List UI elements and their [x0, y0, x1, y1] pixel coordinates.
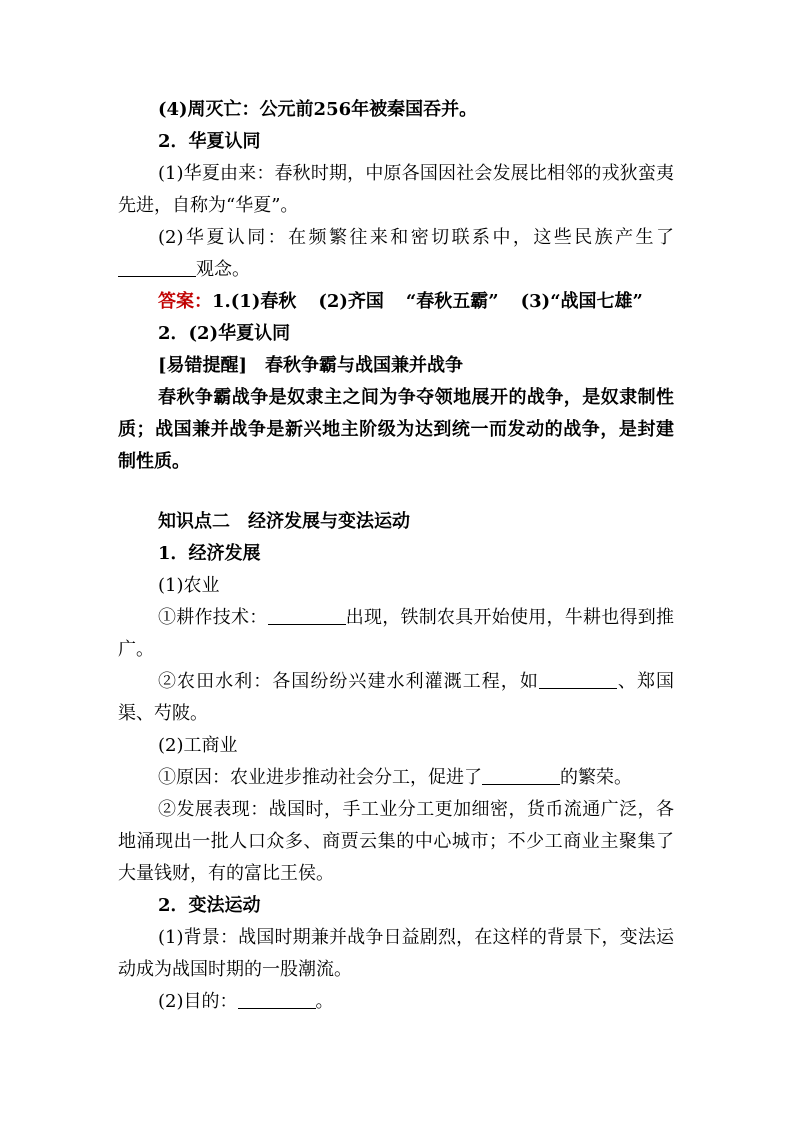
answer-label: 答案： — [158, 291, 212, 312]
section-title — [118, 506, 674, 538]
text-reform-purpose: (2)目的： — [158, 991, 238, 1012]
paragraph-farming-tech — [118, 602, 674, 666]
heading-huaxia — [118, 126, 674, 158]
fill-blank — [238, 990, 316, 1009]
document-body — [118, 94, 674, 1018]
paragraph-industry-development — [118, 794, 674, 890]
paragraph-irrigation — [118, 666, 674, 730]
text-huaxia-origin: (1)华夏由来：春秋时期，中原各国因社会发展比相邻的戎狄蛮夷先进，自称为“华夏”。 — [118, 163, 674, 216]
section-title-text: 知识点二 经济发展与变法运动 — [158, 511, 410, 532]
answer-line-2 — [118, 318, 674, 350]
heading-industry-commerce — [118, 730, 674, 762]
text-huaxia-identity-end: 观念。 — [196, 259, 250, 280]
text-industry-cause-end: 的繁荣。 — [560, 767, 632, 788]
paragraph-reform-purpose — [118, 986, 674, 1018]
heading-agriculture — [118, 570, 674, 602]
text-reform-purpose-end: 。 — [315, 991, 334, 1012]
fill-blank — [539, 670, 617, 689]
text-industry-development: ②发展表现：战国时，手工业分工更加细密，货币流通广泛，各地涌现出一批人口众多、商贾云集的中心城市；不少工商业主聚集了大量钱财，有的富比王侯。 — [118, 799, 674, 884]
heading-agriculture-text: (1)农业 — [158, 575, 220, 596]
paragraph-industry-cause — [118, 762, 674, 794]
paragraph-huaxia-origin — [118, 158, 674, 222]
answer-item: (3)“战国七雄” — [520, 291, 643, 312]
text-reform-background: (1)背景：战国时期兼并战争日益剧烈，在这样的背景下，变法运动成为战国时期的一股潮流。 — [118, 927, 674, 980]
answer-item: “春秋五霸” — [405, 291, 499, 312]
tip-body — [118, 382, 674, 478]
heading-huaxia-text: 2．华夏认同 — [158, 131, 261, 152]
tip-title — [118, 350, 674, 382]
heading-industry-commerce-text: (2)工商业 — [158, 735, 238, 756]
heading-economy — [118, 538, 674, 570]
answer-line-2-text: 2．(2)华夏认同 — [158, 323, 291, 344]
text-farming-tech-end: 出现，铁制农具开始使用，牛耕也得到推广。 — [118, 607, 674, 660]
paragraph-reform-background — [118, 922, 674, 986]
heading-reform — [118, 890, 674, 922]
section-gap — [118, 478, 674, 506]
answer-item: 1.(1)春秋 — [212, 291, 297, 312]
paragraph-zhou-fall — [118, 94, 674, 126]
answer-line — [118, 286, 674, 318]
tip-body-text: 春秋争霸战争是奴隶主之间为争夺领地展开的战争，是奴隶制性质；战国兼并战争是新兴地主阶级为达到统一而发动的战争，是封建制性质。 — [118, 387, 674, 472]
fill-blank — [118, 258, 196, 277]
paragraph-huaxia-identity — [118, 222, 674, 286]
text-irrigation-end: 、郑国渠、芍陂。 — [118, 671, 675, 724]
text-irrigation: ②农田水利：各国纷纷兴建水利灌溉工程，如 — [158, 671, 539, 692]
text-zhou-fall: (4)周灭亡：公元前256年被秦国吞并。 — [158, 99, 478, 120]
fill-blank — [482, 766, 560, 785]
text-farming-tech: ①耕作技术： — [158, 607, 268, 628]
answer-item: (2)齐国 — [318, 291, 384, 312]
heading-economy-text: 1．经济发展 — [158, 543, 261, 564]
text-industry-cause: ①原因：农业进步推动社会分工，促进了 — [158, 767, 482, 788]
heading-reform-text: 2．变法运动 — [158, 895, 261, 916]
fill-blank — [268, 606, 346, 625]
tip-title-text: [易错提醒] 春秋争霸与战国兼并战争 — [158, 355, 464, 376]
text-huaxia-identity: (2)华夏认同：在频繁往来和密切联系中，这些民族产生了 — [158, 227, 674, 248]
